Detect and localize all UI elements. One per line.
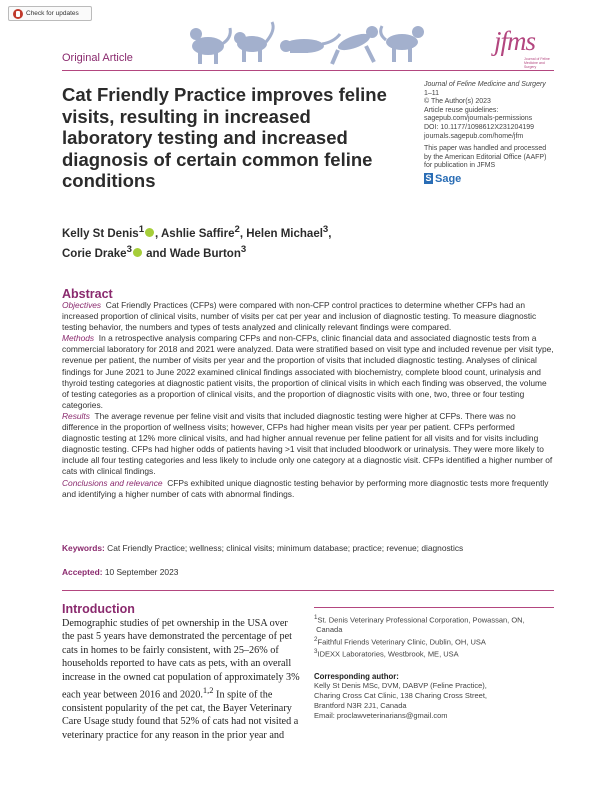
affil-sup: 2 [314,636,318,644]
intro-text-1: Demographic studies of pet ownership in the USA over the past 5 years have demonstrated the percentage of pet cats in homes to be fairly consistent, with 25–26% of households reported to have cats as pets, with an overall increase in the owned cat population of approximately 3% each year between 2016 and 2020. [62,618,300,701]
keywords [62,543,554,553]
journal-url[interactable]: journals.sagepub.com/home/jfm [424,132,524,140]
abstract-objectives [62,300,554,333]
affiliation-1 [314,613,559,635]
corr-line-2: Charing Cross Cat Clinic, 138 Charing Cross Street, [314,691,487,701]
reuse-guidelines: Article reuse guidelines: [424,106,499,114]
objectives-text: Cat Friendly Practices (CFPs) were compared with non-CFP control practices to determine whether CFPs had an increased proportion of clinical visits, number of visits per cat per year and inclusion of diagnostic testing. To measure diagnostic testing behavior, the numbers and types of tests analyzed and clinically relevant findings were compared. [62,300,537,333]
author-name: and Wade Burton [142,247,241,260]
author-list: Kelly St Denis$^1$ , Ashlie Saffire$^2$, Helen Michael$^3$, Corie Drake$^3$ and Wade Burton$^3$ [62,224,332,260]
methods-label: Methods [62,333,95,344]
orcid-icon[interactable] [145,228,154,237]
logo-text: jfms [494,26,536,56]
results-text: The average revenue per feline visit and visits that included diagnostic testing were higher at CFPs. There was no difference in the proportion of wellness visits; however, CFPs had higher mean visits per year per patient. CFPs performed diagnostic testing at 12% more clinical visits, and had higher annual revenue per feline patient for all visits and for visits including diagnostic testing. CFPs had higher odds of patients having >1 visit that included bloodwork or urinalysis. They were more likely to include all four testing categories and less likely to include only one category at a diagnostic visit. CFPs identified a higher number of cats with clinical findings. [62,410,553,477]
page-range: 1–11 [424,89,440,97]
handling-note-1: This paper was handled and processed [424,145,547,153]
results-label: Results [62,410,90,421]
author-name: Kelly St Denis [62,227,139,240]
reuse-link[interactable]: sagepub.com/journals-permissions [424,115,533,123]
affiliation-2 [314,635,559,647]
abstract-heading: Abstract [62,287,113,301]
introduction-heading: Introduction [62,602,135,616]
corresponding-author-heading: Corresponding author: [314,671,399,681]
header-divider [62,70,554,71]
article-type: Original Article [62,52,133,64]
journal-name: Journal of Feline Medicine and Surgery [424,81,546,88]
intro-text-2: In spite of the consistent popularity of the pet cat, the Bayer Veterinary Care Usage study found that 52% of cats had not visited a veterinary practice for any reason in the prior year and [62,689,299,741]
keywords-label: Keywords: [62,543,105,553]
accepted-date-value: 10 September 2023 [104,567,179,577]
journal-info [424,81,564,171]
handling-note-3: for publication in JFMS [424,162,496,170]
author-affil-sup: 3 [240,243,247,255]
orcid-icon[interactable] [133,248,142,257]
jfms-logo [494,26,552,69]
affil-sup: 1 [314,614,318,621]
author-name: Corie Drake [62,247,127,260]
conclusions-text: CFPs exhibited unique diagnostic testing behavior by performing more diagnostic tests more frequently and identifying a higher number of cats with abnormal findings. [62,477,549,499]
author-name: , Ashlie Saffire [155,227,235,240]
introduction-text [62,617,302,742]
handling-note-2: by the American Editorial Office (AAFP) [424,153,547,161]
abstract-conclusions [62,478,554,500]
accepted-label: Accepted: [62,567,103,577]
bookmark-icon [13,9,23,19]
affil-sup: 3 [314,648,318,656]
sage-icon: S [425,173,432,184]
affil-2-line: Faithful Friends Veterinary Clinic, Dublin, OH, USA [317,637,486,647]
abstract-methods [62,333,554,411]
author-affil-sup: 1 [138,224,145,235]
check-for-updates-label: Check for updates [26,10,79,17]
check-for-updates-button[interactable] [8,6,92,21]
objectives-label: Objectives [62,300,102,310]
corr-line-3: Brantford N3R 2J1, Canada [314,701,407,711]
abstract-body [62,300,554,500]
article-title: Cat Friendly Practice improves feline visits, resulting in increased laboratory testing and increased diagnosis of certain common feline conditions [62,84,387,191]
affiliations [314,613,559,721]
affiliation-divider [314,607,554,608]
cats-banner-icon [186,16,430,66]
accepted-date [62,567,178,577]
affiliation-3 [314,647,559,659]
keywords-text: Cat Friendly Practice; wellness; clinical visits; minimum database; practice; revenue; diagnostics [107,543,464,553]
sage-logo [424,170,462,185]
affil-1-country: Canada [316,625,343,635]
author-name: , Helen Michael [239,227,323,240]
methods-text: In a retrospective analysis comparing CFPs and non-CFPs, clinic financial data and associated diagnostic tests from a commercial laboratory for 2018 and 2021 were analyzed. Data were stratified based on visit type and included revenue per visit type, revenue per patient, the number of visits per year and the proportion of visits that included diagnostic testing. Analyses of clinical findings for June 2021 to June 2022 examined clinical findings associated with biochemistry, complete blood count, urinalysis and thyroid testing categories at diagnostic patient visits, the proportion of clinical visits in which each finding was observed, the volume of testing categories as a proportion of clinical visits, and the proportion of diagnostic visits with one, two, three or four testing categories. [62,333,554,410]
author-affil-sup: 3 [322,224,329,235]
author-affil-sup: 3 [126,243,132,255]
sage-label: Sage [435,172,462,185]
conclusions-label: Conclusions and relevance [62,477,163,488]
copyright: © The Author(s) 2023 [424,98,491,106]
corr-line-1: Kelly St Denis MSc, DVM, DABVP (Feline Practice), [314,681,487,691]
author-affil-sup: 2 [234,224,240,235]
section-divider [62,590,554,591]
affil-1-line: St. Denis Veterinary Professional Corporation, Powassan, ON, [317,615,525,625]
doi[interactable]: DOI: 10.1177/1098612X231204199 [424,123,535,131]
affil-3-line: IDEXX Laboratories, Westbrook, ME, USA [317,649,459,659]
intro-ref[interactable]: 1,2 [202,685,214,696]
abstract-results [62,411,554,478]
corr-email[interactable]: Email: proclawveterinarians@gmail.com [314,710,448,720]
logo-subtitle: Journal of Feline Medicine and Surgery [524,57,550,69]
